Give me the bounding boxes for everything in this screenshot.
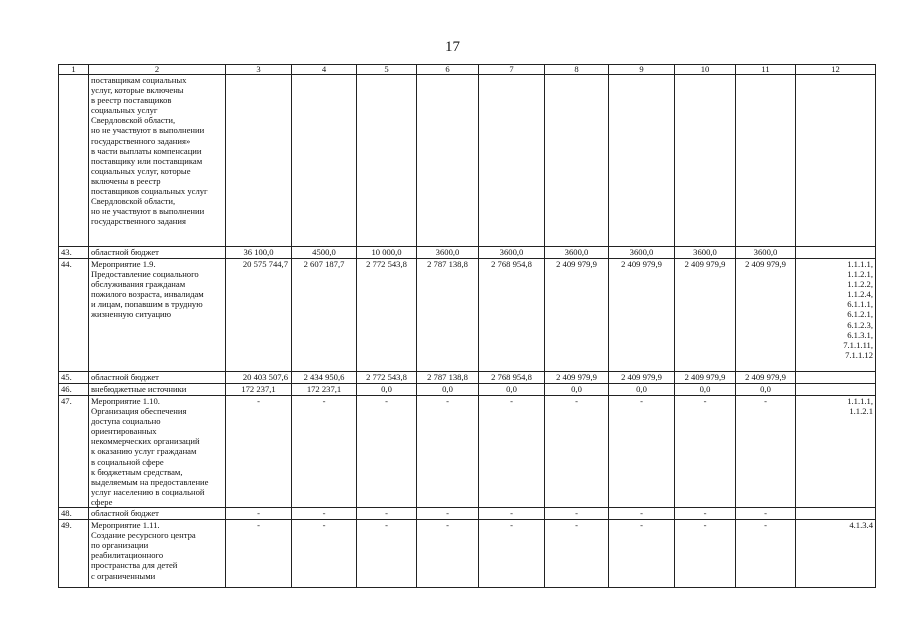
value-year-4: -: [479, 520, 545, 588]
target-codes: 1.1.1.1, 1.1.2.1: [796, 396, 876, 508]
value-year-1: 172 237,1: [292, 384, 357, 396]
value-year-8: [736, 75, 796, 247]
value-year-5: 2 409 979,9: [545, 259, 609, 372]
row-name: областной бюджет: [89, 508, 226, 520]
column-number-1: 1: [59, 65, 89, 75]
value-year-4: 0,0: [479, 384, 545, 396]
value-year-5: -: [545, 508, 609, 520]
value-year-3: -: [417, 396, 479, 508]
table-row: [59, 384, 876, 396]
table-row: [59, 508, 876, 520]
target-codes: [796, 508, 876, 520]
row-number: 47.: [59, 396, 89, 508]
value-year-7: -: [675, 520, 736, 588]
value-year-2: -: [357, 520, 417, 588]
value-year-1: -: [292, 520, 357, 588]
value-year-5: -: [545, 520, 609, 588]
value-year-1: -: [292, 508, 357, 520]
value-year-8: -: [736, 508, 796, 520]
value-year-1: 4500,0: [292, 247, 357, 259]
value-year-7: 0,0: [675, 384, 736, 396]
value-year-3: 2 787 138,8: [417, 259, 479, 372]
value-year-7: -: [675, 396, 736, 508]
table-row: [59, 520, 876, 588]
column-number-2: 2: [89, 65, 226, 75]
table-row: [59, 372, 876, 384]
row-number: 46.: [59, 384, 89, 396]
target-codes: 1.1.1.1, 1.1.2.1, 1.1.2.2, 1.1.2.4, 6.1.1.1, 6.1.2.1, 6.1.2.3, 6.1.3.1, 7.1.1.11, 7.1.1.12: [796, 259, 876, 372]
value-year-8: 0,0: [736, 384, 796, 396]
value-year-4: 2 768 954,8: [479, 259, 545, 372]
target-codes: [796, 75, 876, 247]
value-year-6: -: [609, 396, 675, 508]
value-year-7: [675, 75, 736, 247]
column-number-5: 5: [357, 65, 417, 75]
value-year-5: -: [545, 396, 609, 508]
column-number-8: 8: [545, 65, 609, 75]
budget-table: [58, 64, 876, 588]
column-number-6: 6: [417, 65, 479, 75]
value-year-7: -: [675, 508, 736, 520]
row-number: 43.: [59, 247, 89, 259]
target-codes: [796, 372, 876, 384]
column-number-12: 12: [796, 65, 876, 75]
value-year-5: 3600,0: [545, 247, 609, 259]
value-year-3: 3600,0: [417, 247, 479, 259]
value-year-8: -: [736, 396, 796, 508]
value-year-7: 2 409 979,9: [675, 372, 736, 384]
value-year-6: 2 409 979,9: [609, 372, 675, 384]
table-row: [59, 247, 876, 259]
value-total: [226, 75, 292, 247]
page-number: 17: [445, 39, 460, 55]
value-year-4: -: [479, 508, 545, 520]
value-total: 20 403 507,6: [226, 372, 292, 384]
value-year-4: [479, 75, 545, 247]
value-year-3: -: [417, 520, 479, 588]
value-year-2: -: [357, 508, 417, 520]
row-number: 45.: [59, 372, 89, 384]
value-year-3: 2 787 138,8: [417, 372, 479, 384]
column-number-11: 11: [736, 65, 796, 75]
value-year-5: 0,0: [545, 384, 609, 396]
column-number-row: [59, 65, 876, 75]
value-year-8: 2 409 979,9: [736, 372, 796, 384]
value-year-3: [417, 75, 479, 247]
value-year-8: 2 409 979,9: [736, 259, 796, 372]
value-year-2: 10 000,0: [357, 247, 417, 259]
value-year-2: -: [357, 396, 417, 508]
value-year-1: -: [292, 396, 357, 508]
row-number: 44.: [59, 259, 89, 372]
target-codes: [796, 384, 876, 396]
row-number: 48.: [59, 508, 89, 520]
value-year-4: 3600,0: [479, 247, 545, 259]
value-year-5: 2 409 979,9: [545, 372, 609, 384]
value-year-1: 2 434 950,6: [292, 372, 357, 384]
column-number-4: 4: [292, 65, 357, 75]
row-number: [59, 75, 89, 247]
value-year-4: 2 768 954,8: [479, 372, 545, 384]
value-year-6: -: [609, 508, 675, 520]
value-year-6: 2 409 979,9: [609, 259, 675, 372]
value-total: -: [226, 508, 292, 520]
value-total: 36 100,0: [226, 247, 292, 259]
value-year-6: -: [609, 520, 675, 588]
row-name: Мероприятие 1.11. Создание ресурсного центра по организации реабилитационного пространства для детей с ограниченными: [89, 520, 226, 588]
value-year-8: -: [736, 520, 796, 588]
column-number-9: 9: [609, 65, 675, 75]
value-total: 172 237,1: [226, 384, 292, 396]
row-name: областной бюджет: [89, 247, 226, 259]
table-row: [59, 75, 876, 247]
value-year-2: 2 772 543,8: [357, 372, 417, 384]
value-year-6: 0,0: [609, 384, 675, 396]
value-year-2: [357, 75, 417, 247]
row-name: внебюджетные источники: [89, 384, 226, 396]
row-name: поставщикам социальных услуг, которые включены в реестр поставщиков социальных услуг Свердловской области, но не участвуют в выполнении государственного задания» в части выплаты компенсации поставщику или поставщикам социальных услуг, которые включены в реестр поставщиков социальных услуг Свердловской области, но не участвуют в выполнении государственного задания: [89, 75, 226, 247]
table-row: [59, 259, 876, 372]
column-number-3: 3: [226, 65, 292, 75]
value-year-6: [609, 75, 675, 247]
value-year-5: [545, 75, 609, 247]
value-year-4: -: [479, 396, 545, 508]
value-year-7: 3600,0: [675, 247, 736, 259]
value-year-2: 2 772 543,8: [357, 259, 417, 372]
value-total: 20 575 744,7: [226, 259, 292, 372]
value-year-3: 0,0: [417, 384, 479, 396]
row-name: областной бюджет: [89, 372, 226, 384]
value-year-1: [292, 75, 357, 247]
value-year-3: -: [417, 508, 479, 520]
target-codes: 4.1.3.4: [796, 520, 876, 588]
value-year-1: 2 607 187,7: [292, 259, 357, 372]
row-name: Мероприятие 1.9. Предоставление социального обслуживания гражданам пожилого возраста, инвалидам и лицам, попавшим в трудную жизненную ситуацию: [89, 259, 226, 372]
value-total: -: [226, 396, 292, 508]
value-total: -: [226, 520, 292, 588]
row-name: Мероприятие 1.10. Организация обеспечения доступа социально ориентированных некоммерческих организаций к оказанию услуг гражданам в социальной сфере к бюджетным средствам, выделяемым на предоставление услуг населению в социальной сфере: [89, 396, 226, 508]
table-row: [59, 396, 876, 508]
column-number-10: 10: [675, 65, 736, 75]
column-number-7: 7: [479, 65, 545, 75]
value-year-6: 3600,0: [609, 247, 675, 259]
value-year-8: 3600,0: [736, 247, 796, 259]
value-year-2: 0,0: [357, 384, 417, 396]
value-year-7: 2 409 979,9: [675, 259, 736, 372]
row-number: 49.: [59, 520, 89, 588]
target-codes: [796, 247, 876, 259]
